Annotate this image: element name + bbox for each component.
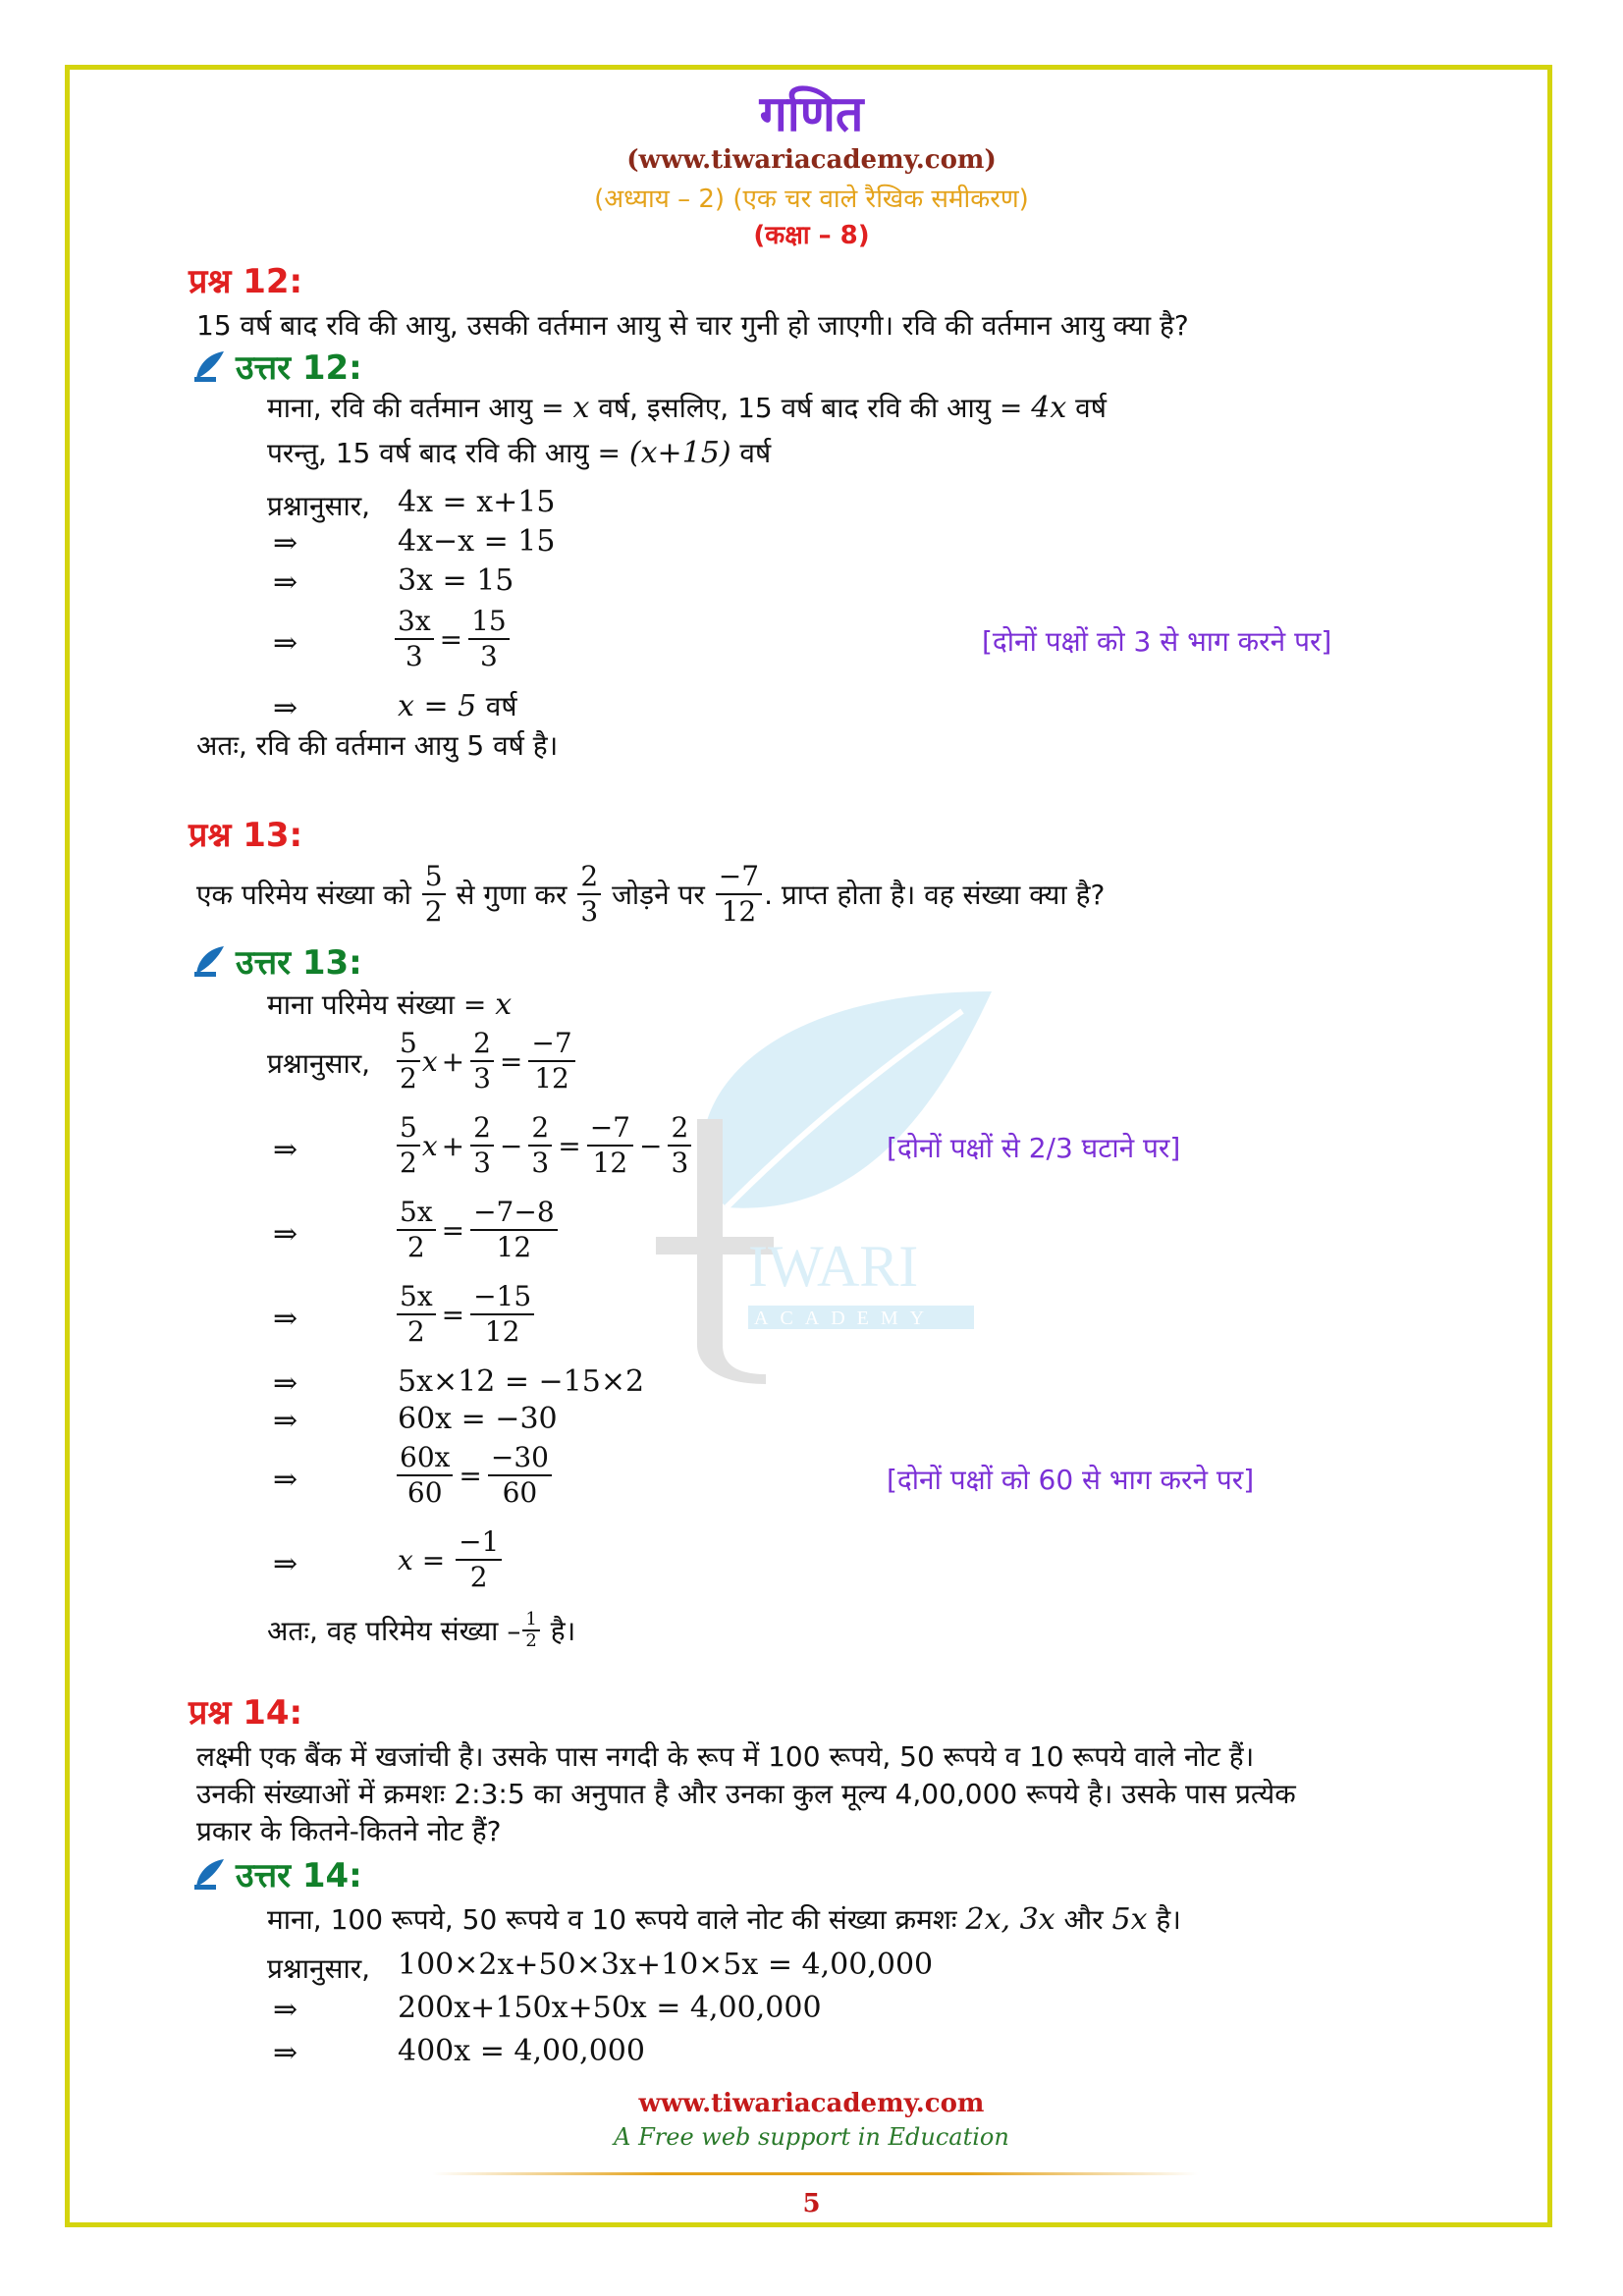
watermark-subtext: ACADEMY xyxy=(754,1308,937,1329)
answer-12-step-2: 4x−x = 15 xyxy=(398,524,556,559)
answer-14-label: उत्तर 14: xyxy=(236,1856,362,1896)
question-14-label: प्रश्न 14: xyxy=(189,1693,303,1733)
header-website: (www.tiwariacademy.com) xyxy=(626,145,997,175)
answer-13-step-1: $\frac{5}{2}$ x + $\frac{2}{3}$ = $\frac{-7}{12}$ xyxy=(395,1027,577,1095)
implies-arrow: ⇒ xyxy=(273,1463,298,1497)
page-number: 5 xyxy=(802,2189,821,2218)
answer-13-step-1-label: प्रश्नानुसार, xyxy=(267,1047,371,1080)
answer-14-step-3: 400x = 4,00,000 xyxy=(398,2034,645,2068)
answer-pen-icon xyxy=(192,1857,226,1891)
answer-13-label: उत्तर 13: xyxy=(236,943,362,983)
answer-13-note-2: [दोनों पक्षों को 60 से भाग करने पर] xyxy=(887,1464,1255,1496)
answer-13-step-3: $\frac{5x}{2}$ = $\frac{-7-8}{12}$ xyxy=(395,1196,560,1264)
implies-arrow: ⇒ xyxy=(273,565,298,600)
answer-12-step-1-label: प्रश्नानुसार, xyxy=(267,490,371,522)
answer-12-line-2: परन्तु, 15 वर्ष बाद रवि की आयु = (x+15) वर्ष xyxy=(267,436,772,470)
question-12-text: 15 वर्ष बाद रवि की आयु, उसकी वर्तमान आयु से चार गुनी हो जाएगी। रवि की वर्तमान आयु क्या है? xyxy=(196,309,1189,342)
implies-arrow: ⇒ xyxy=(273,626,298,661)
answer-13-step-7: $\frac{60x}{60}$ = $\frac{-30}{60}$ xyxy=(395,1441,554,1510)
footer-divider xyxy=(432,2172,1198,2175)
question-14-text-line-1: लक्ष्मी एक बैंक में खजांची है। उसके पास नगदी के रूप में 100 रूपये, 50 रूपये व 10 रूपये वाले नोट हैं। xyxy=(196,1740,1255,1773)
question-13-text: एक परिमेय संख्या को $\frac{5}{2}$ से गुणा कर $\frac{2}{3}$ जोड़ने पर $\frac{-7}{12}$ . प्राप्त होता है। वह संख्या क्या है? xyxy=(196,860,1106,928)
answer-14-step-2: 200x+150x+50x = 4,00,000 xyxy=(398,1991,822,2025)
answer-14-step-1-label: प्रश्नानुसार, xyxy=(267,1952,371,1985)
footer-website-link[interactable]: www.tiwariacademy.com xyxy=(638,2089,985,2118)
answer-13-let: माना परिमेय संख्या = x xyxy=(267,988,513,1022)
page-title: गणित xyxy=(759,85,864,142)
implies-arrow: ⇒ xyxy=(273,1133,298,1167)
answer-13-conclusion: अतः, वह परिमेय संख्या – $\frac{1}{2}$ है। xyxy=(267,1609,576,1651)
footer-tagline: A Free web support in Education xyxy=(614,2123,1009,2151)
implies-arrow: ⇒ xyxy=(273,1547,298,1581)
answer-12-step-5: x = 5 वर्ष xyxy=(398,689,517,723)
question-12-label: प्रश्न 12: xyxy=(189,262,303,301)
answer-pen-icon xyxy=(192,349,226,383)
implies-arrow: ⇒ xyxy=(273,1404,298,1438)
answer-13-note-1: [दोनों पक्षों से 2/3 घटाने पर] xyxy=(887,1132,1181,1164)
implies-arrow: ⇒ xyxy=(273,1366,298,1401)
answer-12-line-1: माना, रवि की वर्तमान आयु = x वर्ष, इसलिए, 15 वर्ष बाद रवि की आयु = 4x वर्ष xyxy=(267,391,1107,425)
implies-arrow: ⇒ xyxy=(273,691,298,725)
answer-12-step-1: 4x = x+15 xyxy=(398,485,556,519)
chapter-label: (अध्याय – 2) (एक चर वाले रैखिक समीकरण) xyxy=(594,185,1029,214)
question-14-text-line-2: उनकी संख्याओं में क्रमशः 2:3:5 का अनुपात है और उनका कुल मूल्य 4,00,000 रूपये है। उसके पास प्रत्येक xyxy=(196,1778,1296,1810)
answer-pen-icon xyxy=(192,944,226,978)
answer-13-step-8: x = $\frac{-1}{2}$ xyxy=(398,1525,504,1594)
answer-13-step-5: 5x×12 = −15×2 xyxy=(398,1364,645,1399)
answer-14-let: माना, 100 रूपये, 50 रूपये व 10 रूपये वाले नोट की संख्या क्रमशः 2x, 3x और 5x है। xyxy=(267,1902,1181,1937)
implies-arrow: ⇒ xyxy=(273,1993,298,2027)
question-13-label: प्रश्न 13: xyxy=(189,816,303,855)
answer-12-note: [दोनों पक्षों को 3 से भाग करने पर] xyxy=(982,625,1332,658)
answer-12-step-4: $\frac{3x}{3}$ = $\frac{15}{3}$ xyxy=(393,605,512,673)
implies-arrow: ⇒ xyxy=(273,1217,298,1252)
question-14-text-line-3: प्रकार के कितने-कितने नोट हैं? xyxy=(196,1815,502,1847)
class-label: (कक्षा – 8) xyxy=(753,221,870,250)
implies-arrow: ⇒ xyxy=(273,2036,298,2070)
answer-13-step-6: 60x = −30 xyxy=(398,1402,558,1436)
answer-13-step-2: $\frac{5}{2}$ x + $\frac{2}{3}$ − $\frac{2}{3}$ = $\frac{-7}{12}$ − $\frac{2}{3}$ xyxy=(395,1111,693,1180)
answer-12-conclusion: अतः, रवि की वर्तमान आयु 5 वर्ष है। xyxy=(196,729,559,762)
watermark-text: IWARI xyxy=(748,1234,919,1299)
answer-12-step-3: 3x = 15 xyxy=(398,563,514,598)
answer-12-label: उत्तर 12: xyxy=(236,348,362,388)
answer-14-step-1: 100×2x+50×3x+10×5x = 4,00,000 xyxy=(398,1948,934,1982)
implies-arrow: ⇒ xyxy=(273,526,298,561)
answer-13-step-4: $\frac{5x}{2}$ = $\frac{-15}{12}$ xyxy=(395,1280,536,1349)
implies-arrow: ⇒ xyxy=(273,1302,298,1336)
